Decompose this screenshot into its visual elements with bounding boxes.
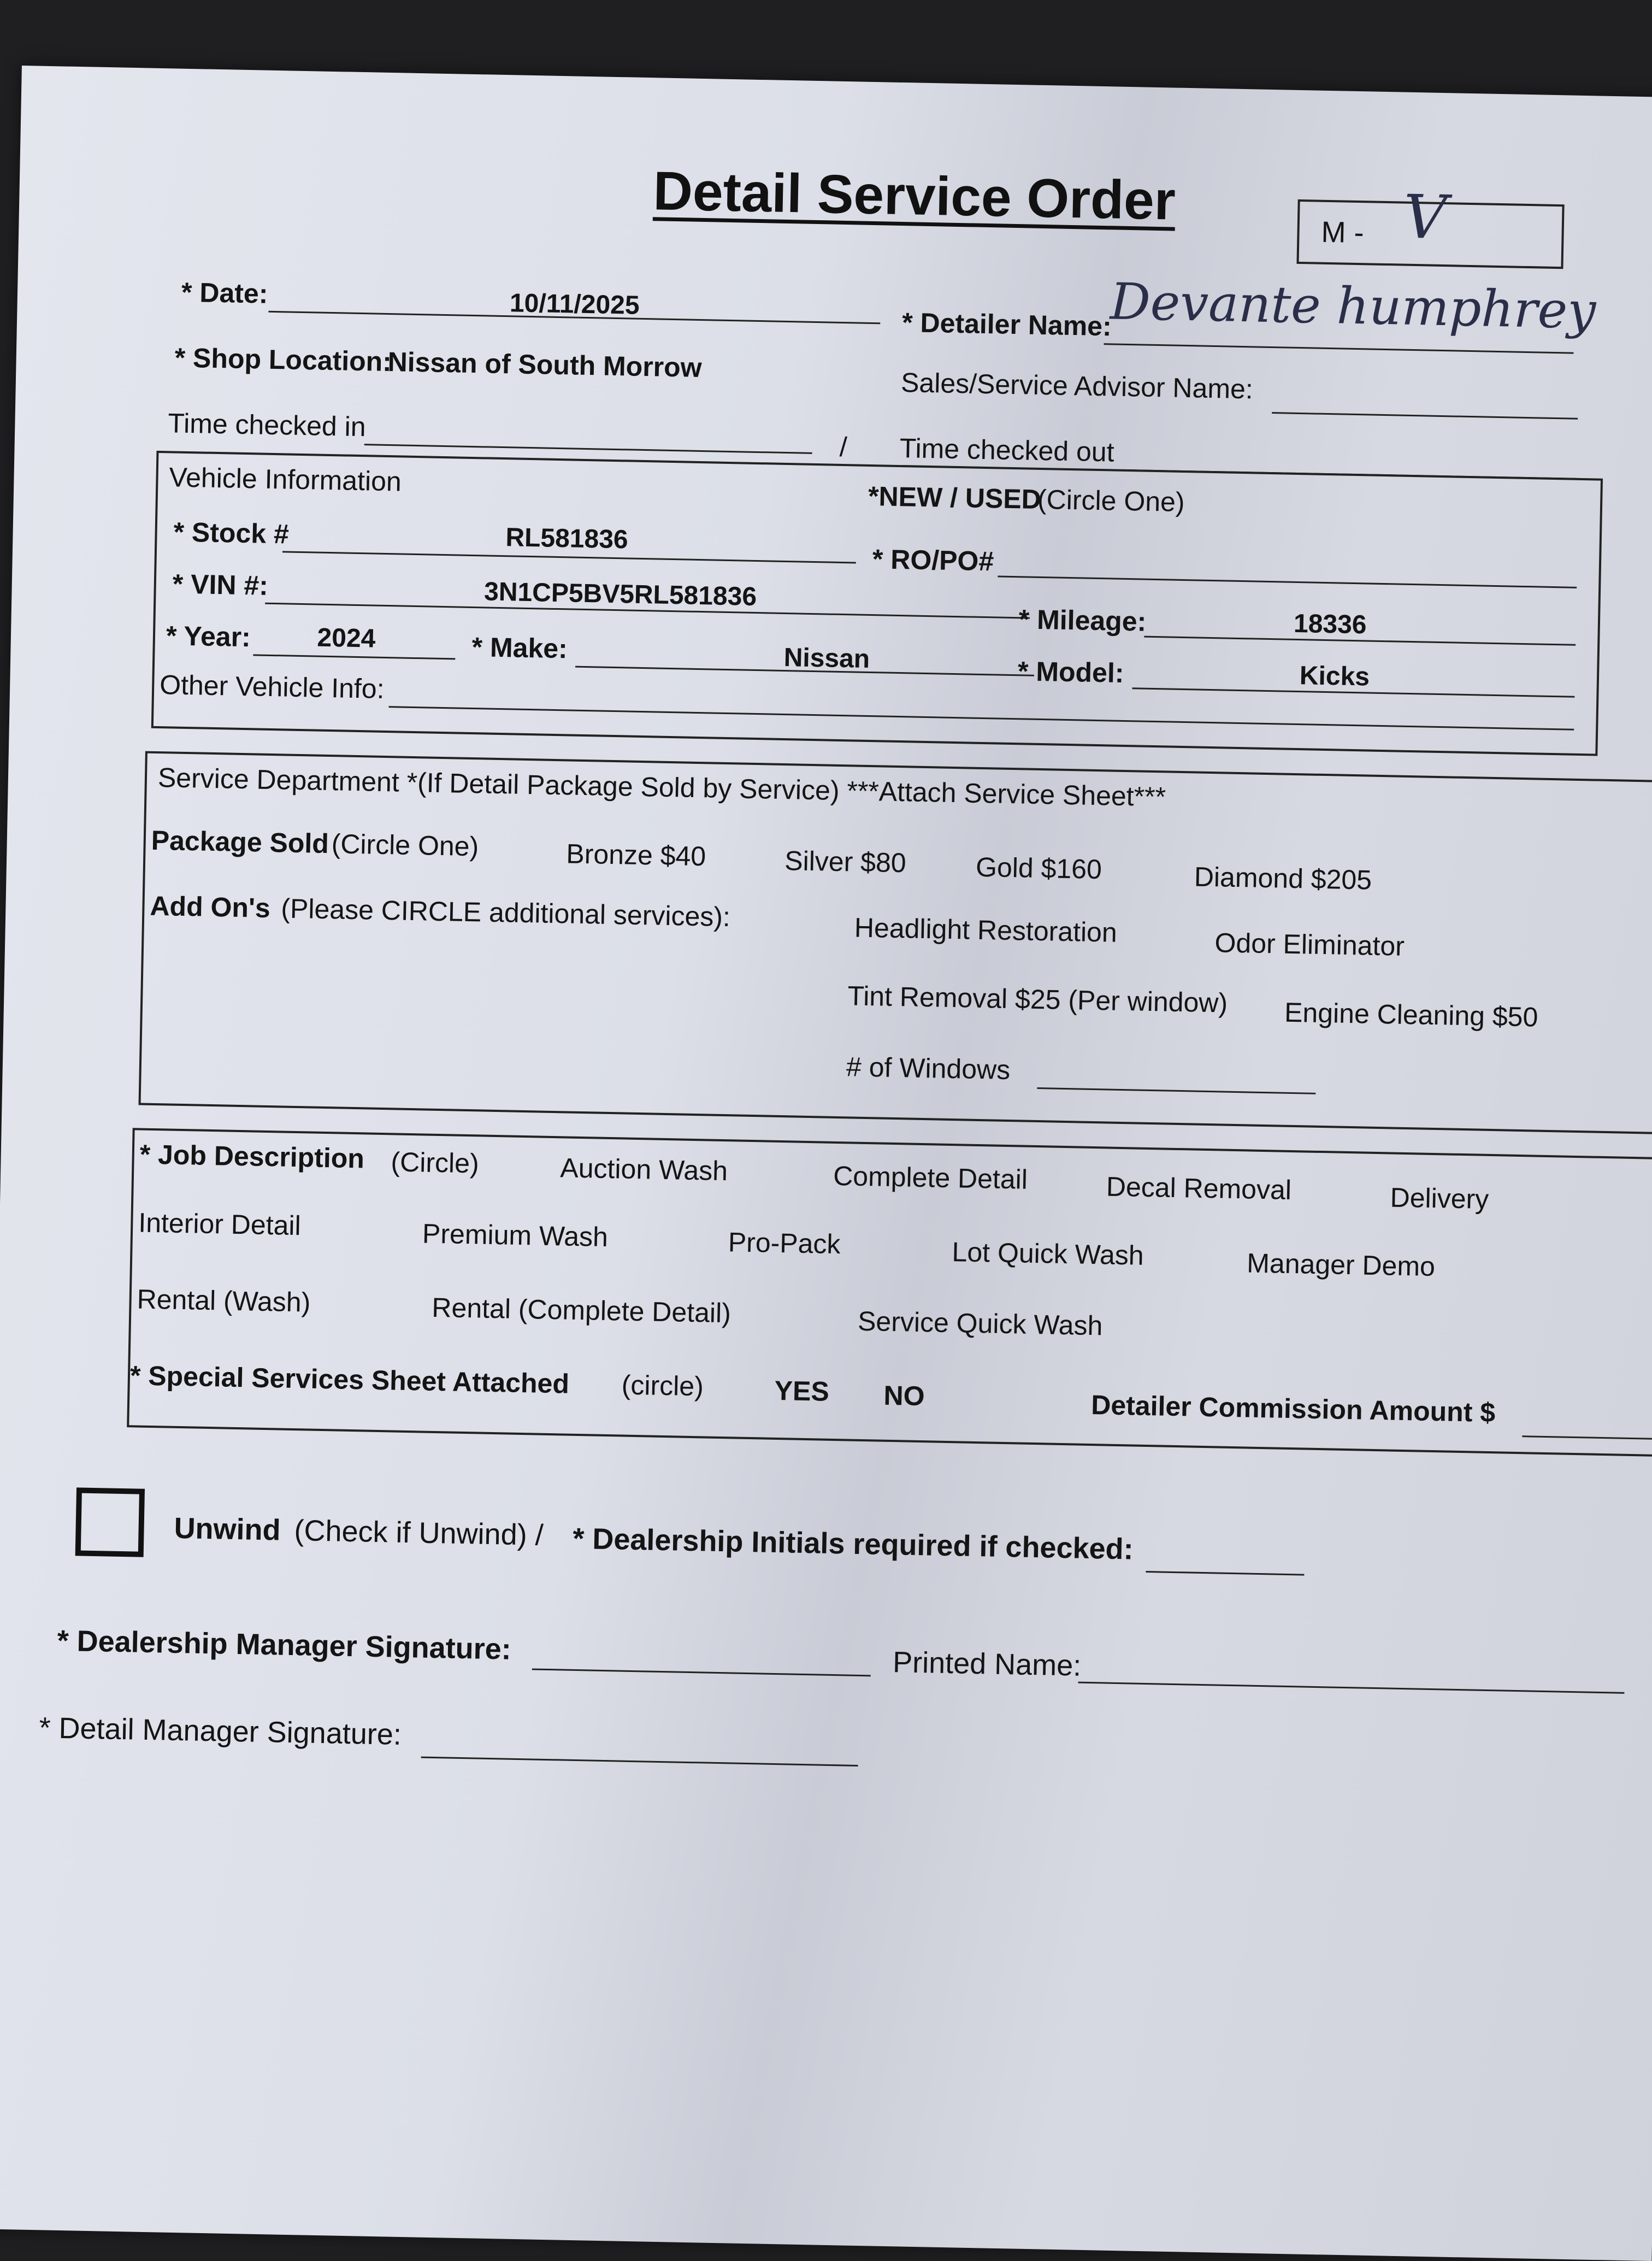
package-diamond[interactable]: Diamond $205 [1194,861,1372,896]
model-value[interactable]: Kicks [1299,661,1370,692]
year-label: * Year: [166,620,251,653]
package-sold-hint: (Circle One) [331,828,479,862]
vehicle-info-heading: Vehicle Information [169,462,402,497]
addon-tint-removal[interactable]: Tint Removal $25 (Per window) [847,980,1228,1018]
printed-name-label: Printed Name: [892,1646,1082,1682]
add-ons-hint: (Please CIRCLE additional services): [280,893,731,933]
vehicle-info-box [151,451,1603,756]
time-in-label: Time checked in [167,408,367,443]
job-service-quick-wash[interactable]: Service Quick Wash [857,1305,1103,1341]
job-interior-detail[interactable]: Interior Detail [138,1207,302,1241]
m-number-label: M - [1321,215,1365,250]
dealership-manager-signature-line[interactable] [532,1668,871,1676]
year-underline [253,654,455,660]
detail-service-order-form [0,66,1652,2261]
addon-headlight-restoration[interactable]: Headlight Restoration [854,912,1118,948]
job-rental-wash[interactable]: Rental (Wash) [137,1283,311,1318]
job-premium-wash[interactable]: Premium Wash [422,1218,609,1252]
vin-value[interactable]: 3N1CP5BV5RL581836 [483,577,757,611]
unwind-label: Unwind [174,1511,281,1547]
new-used-label[interactable]: *NEW / USED [868,480,1042,515]
detailer-name-handwriting[interactable]: Devante humphrey [1110,272,1597,340]
special-services-hint: (circle) [621,1369,704,1402]
detail-manager-signature-label: * Detail Manager Signature: [39,1711,402,1751]
job-lot-quick-wash[interactable]: Lot Quick Wash [952,1237,1144,1271]
add-ons-label: Add On's [149,890,271,924]
page-title: Detail Service Order [652,160,1176,232]
m-number-box [1296,181,1564,269]
job-description-hint: (Circle) [391,1146,480,1179]
special-services-label: * Special Services Sheet Attached [129,1360,570,1399]
shop-location-label: * Shop Location: [174,342,392,378]
new-used-hint: (Circle One) [1037,484,1185,518]
ro-po-label: * RO/PO# [872,544,994,577]
advisor-name-label: Sales/Service Advisor Name: [900,367,1254,405]
vin-label: * VIN #: [172,568,269,601]
unwind-checkbox[interactable] [75,1487,145,1557]
year-value[interactable]: 2024 [317,623,376,653]
job-pro-pack[interactable]: Pro-Pack [728,1227,841,1260]
addon-odor-eliminator[interactable]: Odor Eliminator [1214,927,1405,962]
mileage-label: * Mileage: [1018,604,1147,637]
detailer-name-label: * Detailer Name: [901,307,1112,342]
package-silver[interactable]: Silver $80 [784,845,907,879]
date-label: * Date: [181,276,268,309]
special-services-yes[interactable]: YES [774,1375,830,1407]
package-gold[interactable]: Gold $160 [975,851,1102,885]
make-value[interactable]: Nissan [783,643,870,674]
dealership-manager-signature-label: * Dealership Manager Signature: [57,1624,512,1666]
job-description-label: * Job Description [139,1139,365,1174]
service-department-heading: Service Department *(If Detail Package Sold by Service) ***Attach Service Sheet*** [157,762,1166,812]
job-complete-detail[interactable]: Complete Detail [833,1160,1028,1195]
job-auction-wash[interactable]: Auction Wash [559,1152,728,1187]
stock-label: * Stock # [173,516,290,550]
package-sold-label: Package Sold [151,825,329,859]
detailer-name-underline [1104,343,1574,354]
time-out-label: Time checked out [899,432,1115,468]
detail-manager-signature-line[interactable] [421,1757,858,1767]
job-delivery[interactable]: Delivery [1390,1182,1489,1215]
mileage-value[interactable]: 18336 [1293,609,1367,640]
service-department-box [139,751,1652,1134]
dealership-initials-underline[interactable] [1146,1571,1304,1576]
advisor-name-underline[interactable] [1272,412,1578,420]
job-description-box [127,1128,1652,1457]
ro-po-underline[interactable] [998,575,1577,588]
windows-count-underline[interactable] [1037,1087,1315,1094]
detailer-commission-underline[interactable] [1522,1435,1652,1440]
job-manager-demo[interactable]: Manager Demo [1246,1247,1436,1282]
job-rental-complete-detail[interactable]: Rental (Complete Detail) [431,1292,731,1329]
detailer-commission-label: Detailer Commission Amount $ [1090,1389,1496,1428]
unwind-hint: (Check if Unwind) / [294,1514,544,1552]
other-vehicle-info-underline[interactable] [389,706,1574,731]
other-vehicle-info-label: Other Vehicle Info: [159,669,385,704]
printed-name-line[interactable] [1078,1682,1625,1694]
time-in-underline[interactable] [364,444,812,454]
shop-location-value[interactable]: Nissan of South Morrow [387,346,703,383]
special-services-no[interactable]: NO [883,1380,925,1412]
dealership-initials-label: * Dealership Initials required if checked: [572,1522,1134,1566]
job-decal-removal[interactable]: Decal Removal [1106,1171,1292,1205]
stock-value[interactable]: RL581836 [505,523,629,555]
m-number-handwriting: V [1402,181,1448,253]
package-bronze[interactable]: Bronze $40 [565,838,706,872]
model-label: * Model: [1017,656,1125,688]
time-separator: / [839,431,848,463]
windows-count-label: # of Windows [846,1051,1011,1086]
date-value[interactable]: 10/11/2025 [509,288,640,320]
make-label: * Make: [471,632,568,664]
addon-engine-cleaning[interactable]: Engine Cleaning $50 [1284,997,1538,1033]
